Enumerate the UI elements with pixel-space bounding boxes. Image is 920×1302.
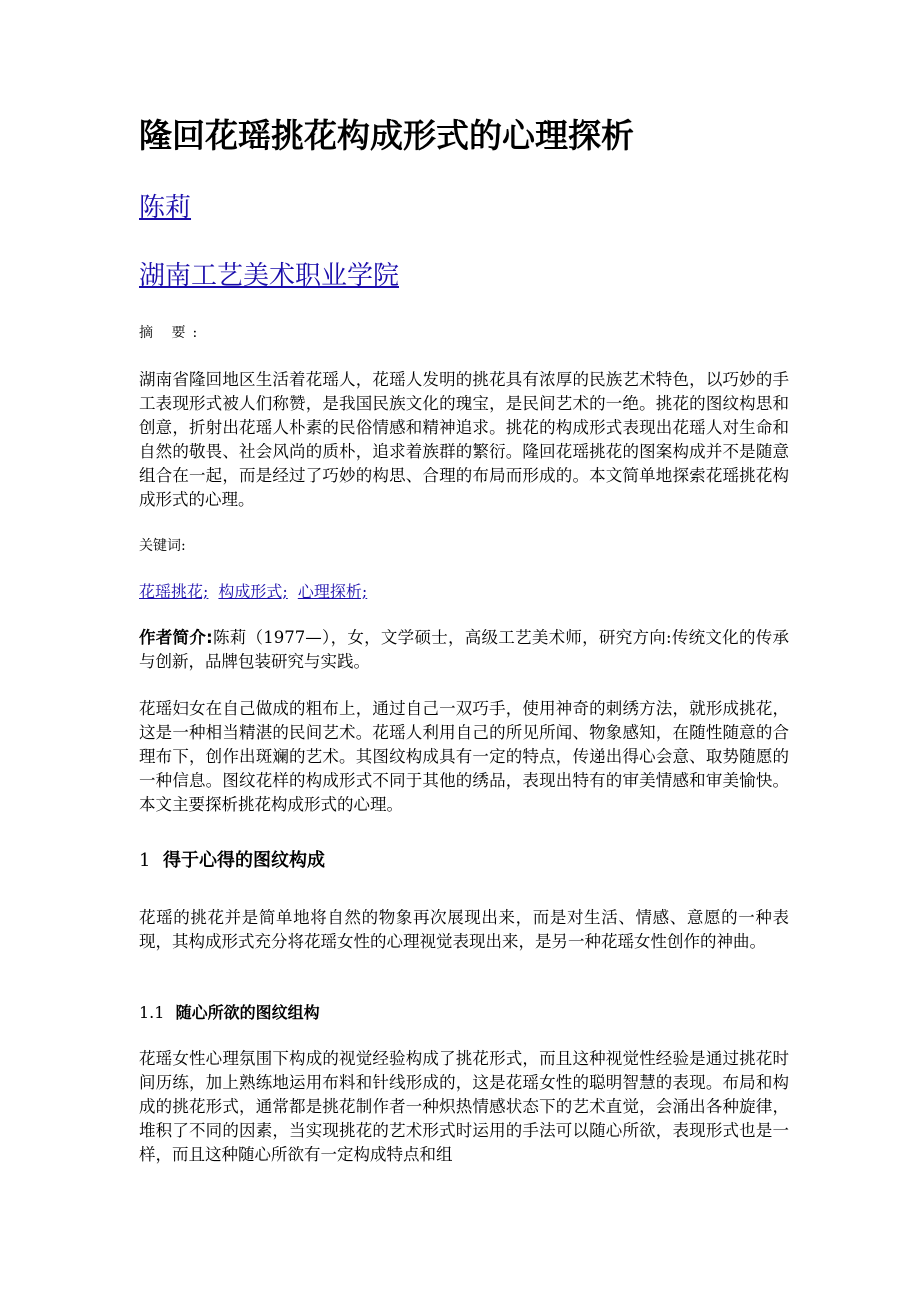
keywords-label: 关键词:	[139, 538, 186, 554]
author-bio-text: 陈莉（1977—），女，文学硕士，高级工艺美术师，研究方向:传统文化的传承与创新，品牌包装研究与实践。	[139, 628, 789, 671]
keyword-link[interactable]: 花瑶挑花;	[139, 582, 209, 601]
keyword-list	[139, 580, 367, 604]
subsection-paragraph: 花瑶女性心理氛围下构成的视觉经验构成了挑花形式，而且这种视觉性经验是通过挑花时间历练，加上熟练地运用布料和针线形成的，这是花瑶女性的聪明智慧的表现。布局和构成的挑花形式，通常都是挑花制作者一种炽热情感状态下的艺术直觉，会涌出各种旋律，堆积了不同的因素，当实现挑花的艺术形式时运用的手法可以随心所欲，表现形式也是一样，而且这种随心所欲有一定构成特点和组	[139, 1049, 789, 1164]
author-link[interactable]: 陈莉	[139, 193, 192, 223]
author-bio	[139, 626, 789, 674]
institution-link[interactable]: 湖南工艺美术职业学院	[139, 261, 400, 291]
article-title: 隆回花瑶挑花构成形式的心理探析	[139, 116, 634, 155]
abstract-label: 摘 要:	[139, 325, 205, 341]
subsection-number: 1.1	[139, 1003, 165, 1022]
keyword-link[interactable]: 心理探析;	[297, 582, 368, 601]
abstract-text: 湖南省隆回地区生活着花瑶人，花瑶人发明的挑花具有浓厚的民族艺术特色，以巧妙的手工表现形式被人们称赞，是我国民族文化的瑰宝，是民间艺术的一绝。挑花的图纹构思和创意，折射出花瑶人朴素的民俗情感和精神追求。挑花的构成形式表现出花瑶人对生命和自然的敬畏、社会风尚的质朴，追求着族群的繁衍。隆回花瑶挑花的图案构成并不是随意组合在一起，而是经过了巧妙的构思、合理的布局而形成的。本文简单地探索花瑶挑花构成形式的心理。	[139, 370, 789, 509]
section-heading	[139, 848, 325, 874]
keyword-link[interactable]: 构成形式;	[218, 582, 288, 601]
section-number: 1	[139, 850, 151, 871]
subsection-title: 随心所欲的图纹组构	[175, 1003, 320, 1022]
intro-paragraph: 花瑶妇女在自己做成的粗布上，通过自己一双巧手，使用神奇的刺绣方法，就形成挑花，这是一种相当精湛的民间艺术。花瑶人利用自己的所见所闻、物象感知，在随性随意的合理布下，创作出斑斓的艺术。其图纹构成具有一定的特点，传递出得心会意、取势随愿的一种信息。图纹花样的构成形式不同于其他的绣品，表现出特有的审美情感和审美愉快。本文主要探析挑花构成形式的心理。	[139, 699, 789, 814]
section-paragraph: 花瑶的挑花并是简单地将自然的物象再次展现出来，而是对生活、情感、意愿的一种表现，其构成形式充分将花瑶女性的心理视觉表现出来，是另一种花瑶女性创作的神曲。	[139, 908, 789, 951]
subsection-heading	[139, 1001, 320, 1025]
author-bio-label: 作者简介:	[139, 628, 213, 647]
section-title: 得于心得的图纹构成	[163, 850, 325, 871]
